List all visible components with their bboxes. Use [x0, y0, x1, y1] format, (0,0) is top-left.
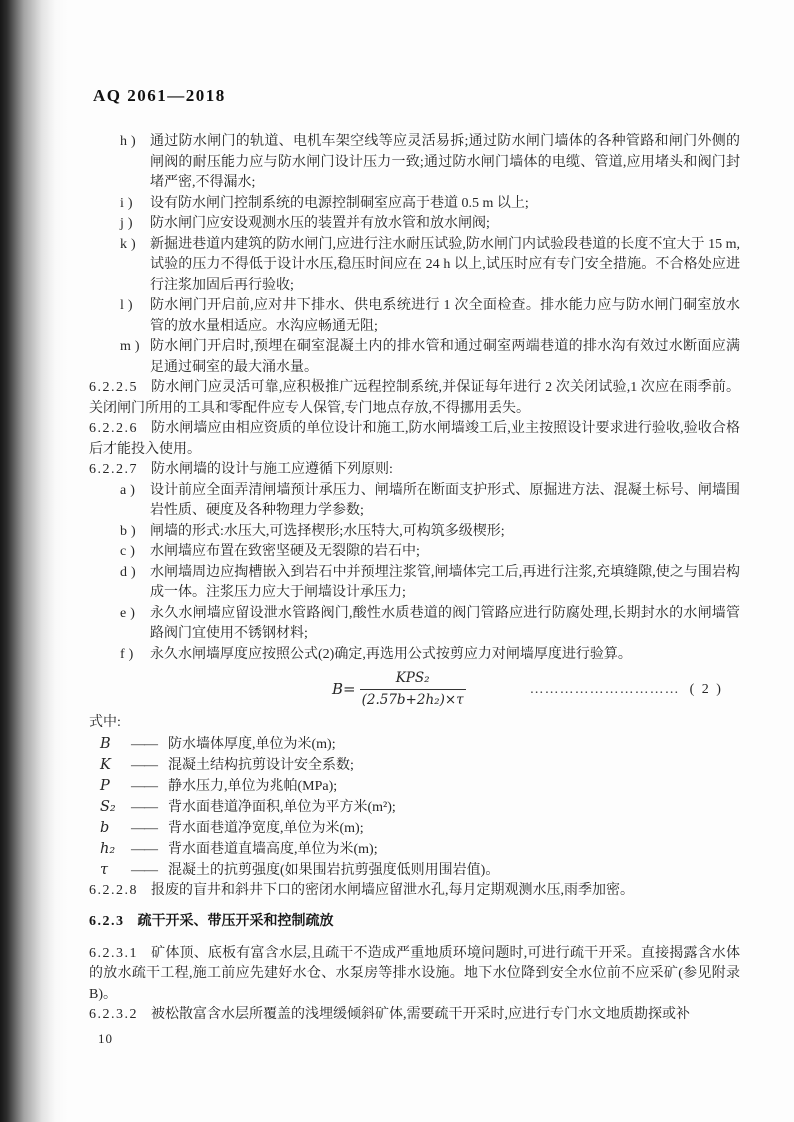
- list-item: [89, 604, 740, 645]
- definition-symbol: b: [100, 819, 110, 836]
- section-text: 报废的盲井和斜井下口的密闭水闸墙应留泄水孔,每月定期观测水压,雨季加密。: [151, 882, 634, 898]
- definition-symbol: P: [100, 777, 110, 794]
- list-item: [89, 235, 740, 297]
- section-text: 防水闸门应灵活可靠,应积极推广远程控制系统,并保证每年进行 2 次关闭试验,1 次应在雨季前。关闭闸门所用的工具和零配件应专人保管,专门地点存放,不得挪用丢失。: [89, 380, 740, 416]
- list-item: [89, 645, 740, 666]
- list-item-marker: i): [120, 195, 137, 211]
- list-item-marker: e): [120, 605, 139, 621]
- section-text: 矿体顶、底板有富含水层,且疏干不造成严重地质环境问题时,可进行疏干开采。直接揭露含水体的放水疏干工程,施工前应先建好水仓、水泵房等排水设施。地下水位降到安全水位前不应采矿(参见附录 B)。: [89, 945, 740, 1002]
- list-item-marker: d): [120, 564, 140, 580]
- definition-text: 防水墙体厚度,单位为米(m);: [168, 736, 336, 752]
- definition-symbol: τ: [100, 861, 109, 878]
- definition-text: 背水面巷道直墙高度,单位为米(m);: [168, 841, 378, 857]
- section-number: 6.2.2.8: [89, 882, 138, 898]
- list-item: [89, 337, 740, 378]
- list-item: [89, 563, 740, 604]
- section-paragraph: [89, 419, 740, 460]
- list-item-marker: f): [120, 646, 138, 662]
- definition-dash: ——: [131, 799, 157, 815]
- definition-text: 静水压力,单位为兆帕(MPa);: [168, 778, 338, 794]
- section-number: 6.2.2.6: [89, 421, 138, 436]
- section-number: 6.2.2.5: [89, 380, 138, 395]
- where-label: 式中:: [89, 715, 121, 730]
- section-paragraph: [89, 944, 740, 1006]
- list-item-text: 防水闸门应安设观测水压的装置并有放水管和放水闸阀;: [150, 216, 490, 231]
- list-item: [89, 296, 740, 337]
- list-item-text: 永久水闸墙厚度应按照公式(2)确定,再选用公式按剪应力对闸墙厚度进行验算。: [150, 646, 632, 662]
- definition-row: [89, 839, 740, 860]
- formula-number: ( 2 ): [689, 682, 723, 697]
- formula-denominator: (2.57b+2h₂)×τ: [361, 692, 464, 708]
- definition-row: [89, 734, 740, 755]
- page-number: 10: [98, 1030, 113, 1046]
- definition-dash: ——: [131, 736, 157, 752]
- definition-text: 背水面巷道净宽度,单位为米(m);: [168, 820, 364, 836]
- section-text: 防水闸墙的设计与施工应遵循下列原则:: [151, 462, 393, 477]
- subsection-heading: [89, 912, 740, 933]
- section-paragraph: [89, 881, 740, 902]
- definition-dash: ——: [131, 778, 157, 794]
- list-item-text: 设有防水闸门控制系统的电源控制硐室应高于巷道 0.5 m 以上;: [150, 195, 529, 211]
- list-item-marker: m): [120, 339, 144, 354]
- definition-symbol: K: [100, 756, 111, 773]
- formula-dot-leader: …………………………: [529, 682, 680, 697]
- list-item-text: 水闸墙应布置在致密坚硬及无裂隙的岩石中;: [150, 544, 420, 559]
- list-item-marker: c): [120, 544, 139, 559]
- list-item-text: 新掘进巷道内建筑的防水闸门,应进行注水耐压试验,防水闸门内试验段巷道的长度不宜大于 15 m,试验的压力不得低于设计水压,稳压时间应在 24 h 以上,试压时应有专门安全措施。不合格处应进行注浆加固后再行验收;: [150, 236, 740, 293]
- list-item-text: 永久水闸墙应留设泄水管路阀门,酸性水质巷道的阀门管路应进行防腐处理,长期封水的水闸墙管路阀门宜使用不锈钢材料;: [150, 605, 740, 641]
- list-item: [89, 194, 740, 215]
- list-item-text: 防水闸门开启前,应对井下排水、供电系统进行 1 次全面检查。排水能力应与防水闸门硐室放水管的放水量相适应。水沟应畅通无阻;: [150, 298, 740, 334]
- section-number: 6.2.3.1: [89, 945, 138, 961]
- list-item: [89, 481, 740, 522]
- definition-row: [89, 776, 740, 797]
- list-item: [89, 522, 740, 543]
- section-paragraph: [89, 460, 740, 481]
- definition-text: 背水面巷道净面积,单位为平方米(m²);: [168, 799, 396, 815]
- section-paragraph: [89, 378, 740, 419]
- heading-number: 6.2.3: [89, 914, 125, 929]
- formula-numerator: KPS₂: [360, 669, 466, 690]
- formula-fraction: [360, 669, 466, 710]
- section-number: 6.2.2.7: [89, 462, 138, 477]
- definition-symbol: S₂: [100, 798, 116, 815]
- definition-row: [89, 818, 740, 839]
- definition-dash: ——: [131, 757, 157, 773]
- document-body: [89, 132, 740, 1049]
- definition-row: [89, 860, 740, 881]
- list-item-marker: b): [120, 523, 140, 539]
- list-item-text: 设计前应全面弄清闸墙预计承压力、闸墙所在断面支护形式、原掘进方法、混凝土标号、闸墙围岩性质、硬度及各种物理力学参数;: [150, 482, 740, 518]
- formula-lhs: B=: [332, 680, 356, 698]
- section-number: 6.2.3.2: [89, 1007, 138, 1022]
- standard-number-header: AQ 2061—2018: [93, 86, 226, 105]
- definition-text: 混凝土结构抗剪设计安全系数;: [168, 757, 354, 773]
- definition-row: [89, 797, 740, 818]
- formula: [89, 669, 740, 710]
- list-item: [89, 542, 740, 563]
- definition-dash: ——: [131, 862, 157, 878]
- definition-text: 混凝土的抗剪强度(如果围岩抗剪强度低则用围岩值)。: [168, 862, 500, 878]
- definition-dash: ——: [131, 820, 157, 836]
- list-item-text: 闸墙的形式:水压大,可选择楔形;水压特大,可构筑多级楔形;: [150, 523, 505, 539]
- section-text: 防水闸墙应由相应资质的单位设计和施工,防水闸墙竣工后,业主按照设计要求进行验收,验收合格后才能投入使用。: [89, 421, 740, 457]
- list-item-text: 通过防水闸门的轨道、电机车架空线等应灵活易拆;通过防水闸门墙体的各种管路和闸门外侧的闸阀的耐压能力应与防水闸门设计压力一致;通过防水闸门墙体的电缆、管道,应用堵头和阀门封堵严密,不得漏水;: [150, 134, 740, 190]
- definition-row: [89, 755, 740, 776]
- definition-dash: ——: [131, 841, 157, 857]
- definition-symbol: B: [100, 735, 111, 752]
- list-item-text: 水闸墙周边应掏槽嵌入到岩石中并预埋注浆管,闸墙体完工后,再进行注浆,充填缝隙,使之与围岩构成一体。注浆压力应大于闸墙设计承压力;: [150, 564, 740, 600]
- definition-symbol: h₂: [100, 840, 116, 857]
- list-item: [89, 214, 740, 235]
- list-item-marker: a): [120, 482, 139, 498]
- list-item-marker: k): [120, 236, 140, 252]
- list-item-text: 防水闸门开启时,预埋在硐室混凝土内的排水管和通过硐室两端巷道的排水沟有效过水断面应满足通过硐室的最大涌水量。: [150, 339, 740, 375]
- list-item-marker: j): [120, 216, 137, 231]
- list-item-marker: h): [120, 134, 140, 149]
- list-item-marker: l): [120, 298, 137, 313]
- list-item: [89, 132, 740, 194]
- heading-text: 疏干开采、带压开采和控制疏放: [137, 914, 334, 929]
- section-text: 被松散富含水层所覆盖的浅埋缓倾斜矿体,需要疏干开采时,应进行专门水文地质勘探或补: [151, 1007, 690, 1022]
- section-paragraph: [89, 1005, 740, 1026]
